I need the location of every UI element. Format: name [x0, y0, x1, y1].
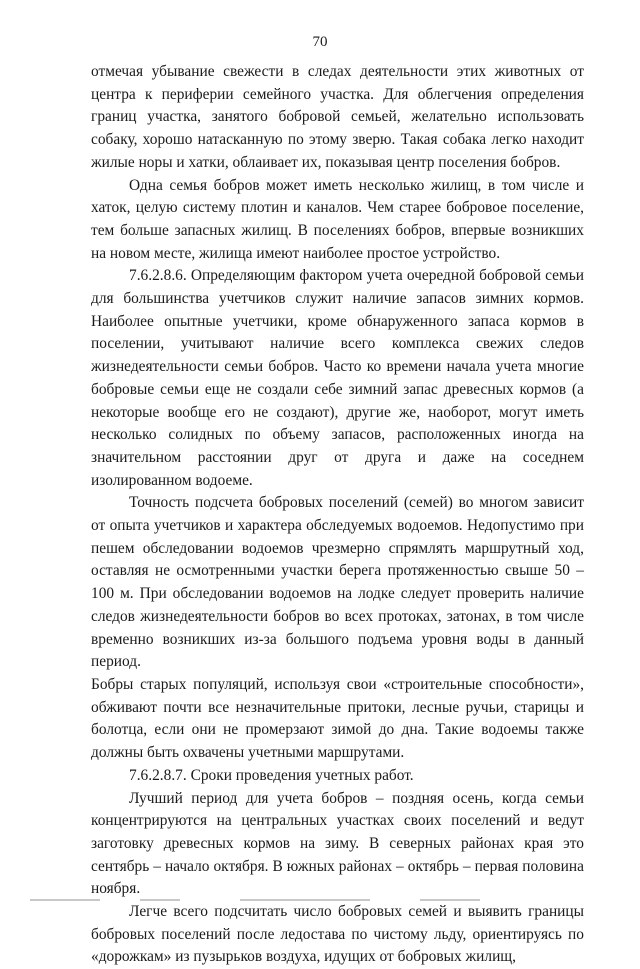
paragraph-habitat-boundary: отмечая убывание свежести в следах деятельности этих животных от центра к периферии семейного участка. Для облегчения определения границ участка, занятого бобровой семьей, желательно использовать собаку, хорошо натасканную по этому зверю. Такая собака легко находит жилые норы и хатки, облаивает их, показывая центр поселения бобров.	[91, 63, 584, 171]
paragraph-best-period: Лучший период для учета бобров – поздняя осень, когда семьи концентрируются на центральных участках своих поселений и ведут заготовку древесных кормов на зиму. В северных районах края это сентябрь – начало октября. В южных районах – октябрь – первая половина ноября.	[91, 789, 584, 898]
paragraph-ice-counting: Легче всего подсчитать число бобровых семей и выявить границы бобровых поселений после ледостава по чистому льду, ориентируясь по «дорожкам» из пузырьков воздуха, идущих от бобровых жилищ,	[91, 903, 584, 966]
paragraph-old-populations: Бобры старых популяций, используя свои «строительные способности», обживают почти все незначительные притоки, лесные ручьи, старицы и болотца, если они не промерзают зимой до дна. Такие водоемы также должны быть охвачены учетными маршрутами.	[91, 675, 584, 762]
scan-edge-artifact	[0, 893, 640, 905]
page-body	[91, 61, 584, 969]
page-number: 70	[312, 34, 328, 50]
section-heading-survey-timing: 7.6.2.8.7. Сроки проведения учетных работ.	[129, 766, 414, 784]
paragraph-count-accuracy: Точность подсчета бобровых поселений (семей) во многом зависит от опыта учетчиков и характера обследуемых водоемов. Недопустимо при пешем обследовании водоемов чрезмерно спрямлять маршрутный ход, оставляя не осмотренными участки берега протяженностью свыше 50 – 100 м. При обследовании водоемов на лодке следует проверить наличие следов жизнедеятельности бобров во всех протоках, затонах, в том числе временно возникших из-за большого подъема уровня воды в данный период.	[91, 494, 584, 671]
paragraph-food-stock-factor: 7.6.2.8.6. Определяющим фактором учета очередной бобровой семьи для большинства учетчиков служит наличие запасов зимних кормов. Наиболее опытные учетчики, кроме обнаруженного запаса кормов в поселении, учитывают наличие всего комплекса свежих следов жизнедеятельности семьи бобров. Часто ко времени начала учета многие бобровые семьи еще не создали себе зимний запас древесных кормов (а некоторые вообще его не создают), другие же, наоборот, могут иметь несколько солидных по объему запасов, расположенных иногда на значительном расстоянии друг от друга и даже на соседнем изолированном водоеме.	[91, 267, 584, 489]
paragraph-multiple-dwellings: Одна семья бобров может иметь несколько жилищ, в том числе и хаток, целую систему плотин и каналов. Чем старее бобровое поселение, тем больше запасных жилищ. В поселениях бобров, впервые возникших на новом месте, жилища имеют наиболее простое устройство.	[91, 176, 584, 262]
